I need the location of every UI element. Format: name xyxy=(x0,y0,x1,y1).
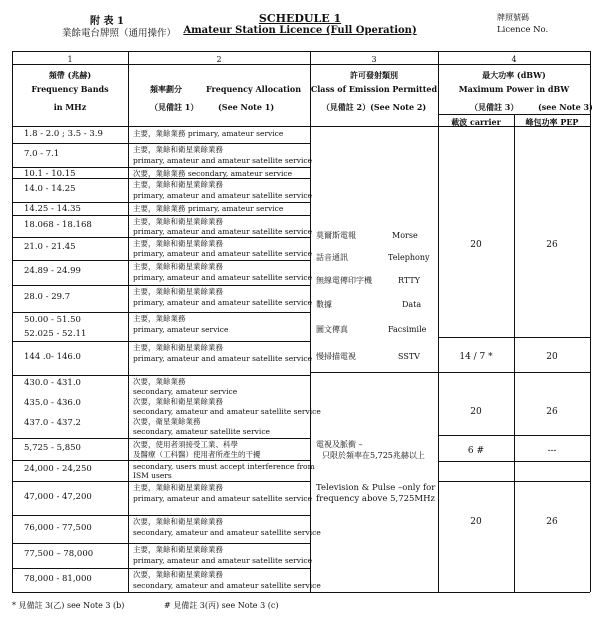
band-allocation: secondary, amateur and amateur satellite service xyxy=(133,528,321,537)
col3-note: （見備註 2）(See Note 2) xyxy=(321,102,427,112)
band-allocation: 主要，業餘和衛星業餘業務 xyxy=(133,545,223,554)
col4-sub-pep: 峰包功率 PEP xyxy=(525,117,579,127)
col4-note-en: (see Note 3) xyxy=(538,102,593,112)
licence-title-zh: 業餘電台牌照（通用操作） xyxy=(62,28,177,39)
table-bottom-rule xyxy=(12,592,590,593)
licence-no-zh: 牌照號碼 xyxy=(497,13,529,22)
power-row-rule xyxy=(438,435,590,436)
band-allocation: primary, amateur and amateur satellite service xyxy=(133,354,313,363)
emission-morse-zh: 莫爾斯電報 xyxy=(316,231,356,240)
band-allocation: primary, amateur and amateur satellite service xyxy=(133,494,313,503)
emission-rtty-zh: 無線電傳印字機 xyxy=(316,276,372,285)
schedule-title: SCHEDULE 1 xyxy=(258,12,342,25)
band-row-rule xyxy=(12,167,310,168)
band-frequency: 76,000 - 77,500 xyxy=(24,522,92,533)
power-row-rule xyxy=(438,337,590,338)
band-row-rule xyxy=(12,215,310,216)
band-row-rule xyxy=(12,312,310,313)
band-allocation: primary, amateur and amateur satellite service xyxy=(133,249,313,258)
col4-sub-carrier: 載波 carrier xyxy=(451,117,501,127)
power-vhf-pep: 20 xyxy=(546,352,558,362)
band-allocation: 主要，業餘和衛星業餘業務 xyxy=(133,483,223,492)
band-frequency: 7.0 - 7.1 xyxy=(24,148,60,159)
band-frequency: 78,000 - 81,000 xyxy=(24,573,92,584)
emission-row-rule xyxy=(310,372,438,373)
emission-sstv-en: SSTV xyxy=(398,352,420,361)
band-allocation: 主要，業餘和衛星業餘業務 xyxy=(133,262,223,271)
emission-morse-en: Morse xyxy=(392,231,418,240)
col-number-4: 4 xyxy=(511,55,517,64)
band-row-rule xyxy=(12,260,310,261)
band-allocation: primary, amateur and amateur satellite service xyxy=(133,298,313,307)
col4-en: Maximum Power in dBW xyxy=(458,84,570,94)
col2-en: Frequency Allocation xyxy=(206,84,302,94)
band-frequency: 24.89 - 24.99 xyxy=(24,266,81,276)
col3-zh: 許可發射類別 xyxy=(350,70,398,80)
power-row-rule xyxy=(438,372,590,373)
power-ehf-pep: 26 xyxy=(546,517,558,527)
band-row-rule xyxy=(12,515,310,516)
emission-facsimile-zh: 圖文傳真 xyxy=(316,325,348,334)
band-allocation: 主要，業餘和衛星業餘業務 xyxy=(133,180,223,189)
band-allocation: 次要，衛星業餘業務 xyxy=(133,417,201,426)
emission-sstv-zh: 慢掃描電視 xyxy=(316,352,356,361)
table-top-rule xyxy=(12,51,590,52)
emission-rtty-en: RTTY xyxy=(398,276,420,285)
band-frequency: 50.00 - 51.50 xyxy=(24,315,81,325)
band-frequency: 28.0 - 29.7 xyxy=(24,292,71,302)
band-frequency: 47,000 - 47,200 xyxy=(24,491,92,502)
band-row-rule xyxy=(12,543,310,544)
band-allocation: 主要，業餘和衛星業餘業務 xyxy=(133,217,223,226)
licence-no-en: Licence No. xyxy=(497,25,549,35)
band-frequency: 21.0 - 21.45 xyxy=(24,242,76,252)
band-allocation: secondary, amateur service xyxy=(133,387,238,396)
band-frequency: 24,000 - 24,250 xyxy=(24,464,92,474)
power-uhf-pep: 26 xyxy=(546,407,558,417)
band-allocation: 主要，業餘業務 primary, amateur service xyxy=(133,204,284,213)
band-allocation: primary, amateur and amateur satellite service xyxy=(133,226,313,236)
band-frequency: 430.0 - 431.0 xyxy=(24,378,81,388)
col4-note-zh: （見備註 3） xyxy=(470,102,519,112)
power-ehf-carrier: 20 xyxy=(470,517,482,527)
band-row-rule xyxy=(12,568,310,569)
band-allocation: secondary, amateur and amateur satellite service xyxy=(133,407,321,416)
band-frequency: 18.068 - 18.168 xyxy=(24,219,92,230)
table-right-rule xyxy=(590,51,591,592)
band-allocation: primary, amateur and amateur satellite service xyxy=(133,190,313,200)
band-row-rule xyxy=(12,285,310,286)
band-allocation: 主要，業餘業務 xyxy=(133,314,186,323)
col-divider-2 xyxy=(310,51,311,592)
power-vhf-carrier: 14 / 7 * xyxy=(459,352,493,362)
col1-unit: in MHz xyxy=(53,102,87,112)
band-frequency: 5,725 - 5,850 xyxy=(24,442,81,453)
band-allocation: 次要，業餘業務 secondary, amateur service xyxy=(133,169,293,178)
band-row-rule xyxy=(12,460,310,461)
band-allocation: 主要，業餘和衛星業餘業務 xyxy=(133,287,223,296)
band-frequency: 77,500 – 78,000 xyxy=(24,549,94,559)
band-allocation: 主要，業餘和衛星業餘業務 xyxy=(133,343,223,352)
col-number-1: 1 xyxy=(67,55,73,64)
band-allocation: primary, amateur and amateur satellite service xyxy=(133,556,313,565)
col-number-3: 3 xyxy=(371,55,377,64)
footnote-hash: # 見備註 3(丙) see Note 3 (c) xyxy=(164,601,279,610)
annex-title-zh: 附 表 1 xyxy=(90,16,124,27)
col-number-2: 2 xyxy=(216,55,222,64)
col3-en: Class of Emission Permitted xyxy=(310,84,438,94)
tv-note-zh-1: 電視及脈衝 – xyxy=(316,440,363,449)
band-allocation: primary, amateur and amateur satellite service xyxy=(133,155,313,165)
table-left-rule xyxy=(12,51,13,592)
band-row-rule xyxy=(12,481,310,482)
band-allocation: 次要，業餘業務 xyxy=(133,377,186,386)
footnote-star: * 見備註 3(乙) see Note 3 (b) xyxy=(12,601,125,610)
emission-facsimile-en: Facsimile xyxy=(388,325,427,334)
band-allocation: 次要，業餘和衛星業餘業務 xyxy=(133,570,223,579)
band-allocation: 主要，業餘和衛星業餘業務 xyxy=(133,145,223,154)
band-row-rule xyxy=(12,438,310,439)
licence-title-en: Amateur Station Licence (Full Operation) xyxy=(183,25,417,36)
power-row-rule xyxy=(438,461,590,462)
power-hf-pep: 26 xyxy=(546,240,558,250)
band-frequency: 1.8 - 2.0 ; 3.5 - 3.9 xyxy=(24,129,103,139)
band-allocation: secondary, amateur satellite service xyxy=(133,427,270,436)
power-shf-pep: --- xyxy=(547,446,557,456)
emission-telephony-zh: 話音通訊 xyxy=(316,253,348,262)
col-divider-3 xyxy=(438,51,439,592)
power-row-rule xyxy=(438,481,590,482)
power-hf-carrier: 20 xyxy=(470,240,482,250)
band-frequency: 52.025 - 52.11 xyxy=(24,329,87,339)
emission-telephony-en: Telephony xyxy=(388,253,430,262)
band-allocation: 及醫療（工科醫）使用者所產生的干擾 xyxy=(133,449,261,459)
band-row-rule xyxy=(12,237,310,238)
emission-data-zh: 數據 xyxy=(316,300,332,309)
col1-zh: 頻帶 (兆赫) xyxy=(48,70,92,80)
band-frequency: 435.0 - 436.0 xyxy=(24,398,81,408)
band-row-rule xyxy=(12,143,310,144)
band-allocation: ISM users xyxy=(133,471,172,480)
band-frequency: 144 .0- 146.0 xyxy=(24,351,81,362)
col-divider-1 xyxy=(128,51,129,592)
band-allocation: primary, amateur service xyxy=(133,325,229,334)
band-allocation: secondary, amateur and amateur satellite service xyxy=(133,580,321,590)
col4-zh: 最大功率 (dBW) xyxy=(482,70,546,80)
band-frequency: 437.0 - 437.2 xyxy=(24,418,81,428)
col2-zh: 頻率劃分 xyxy=(150,84,182,94)
band-allocation: 次要，業餘和衛星業餘業務 xyxy=(133,517,223,526)
tv-note-en-2: frequency above 5,725MHz xyxy=(316,494,436,504)
band-frequency: 14.0 - 14.25 xyxy=(24,183,76,194)
band-frequency: 14.25 - 14.35 xyxy=(24,204,81,214)
band-frequency: 10.1 - 10.15 xyxy=(24,169,76,179)
emission-data-en: Data xyxy=(402,300,422,309)
band-allocation: 主要，業餘業務 primary, amateur service xyxy=(133,129,284,138)
tv-note-zh-2: 只限於頻率在5,725兆赫以上 xyxy=(322,451,425,460)
power-shf-carrier: 6 # xyxy=(467,446,485,456)
band-allocation: secondary, users must accept interference from xyxy=(133,462,315,471)
tv-note-en-1: Television & Pulse –only for xyxy=(316,483,436,493)
band-allocation: 次要，業餘和衛星業餘業務 xyxy=(133,397,223,406)
band-allocation: 主要，業餘和衛星業餘業務 xyxy=(133,239,223,248)
band-allocation: 次要，使用者須接受工業、科學 xyxy=(133,440,238,449)
band-row-rule xyxy=(12,375,310,376)
document-header xyxy=(0,0,600,50)
col2-note-en: (See Note 1) xyxy=(218,102,275,112)
band-row-rule xyxy=(12,341,310,342)
power-uhf-carrier: 20 xyxy=(470,407,482,417)
col2-note-zh: （見備註 1） xyxy=(150,102,199,112)
col1-en: Frequency Bands xyxy=(31,84,109,94)
band-allocation: primary, amateur and amateur satellite service xyxy=(133,273,313,282)
band-row-rule xyxy=(12,202,310,203)
